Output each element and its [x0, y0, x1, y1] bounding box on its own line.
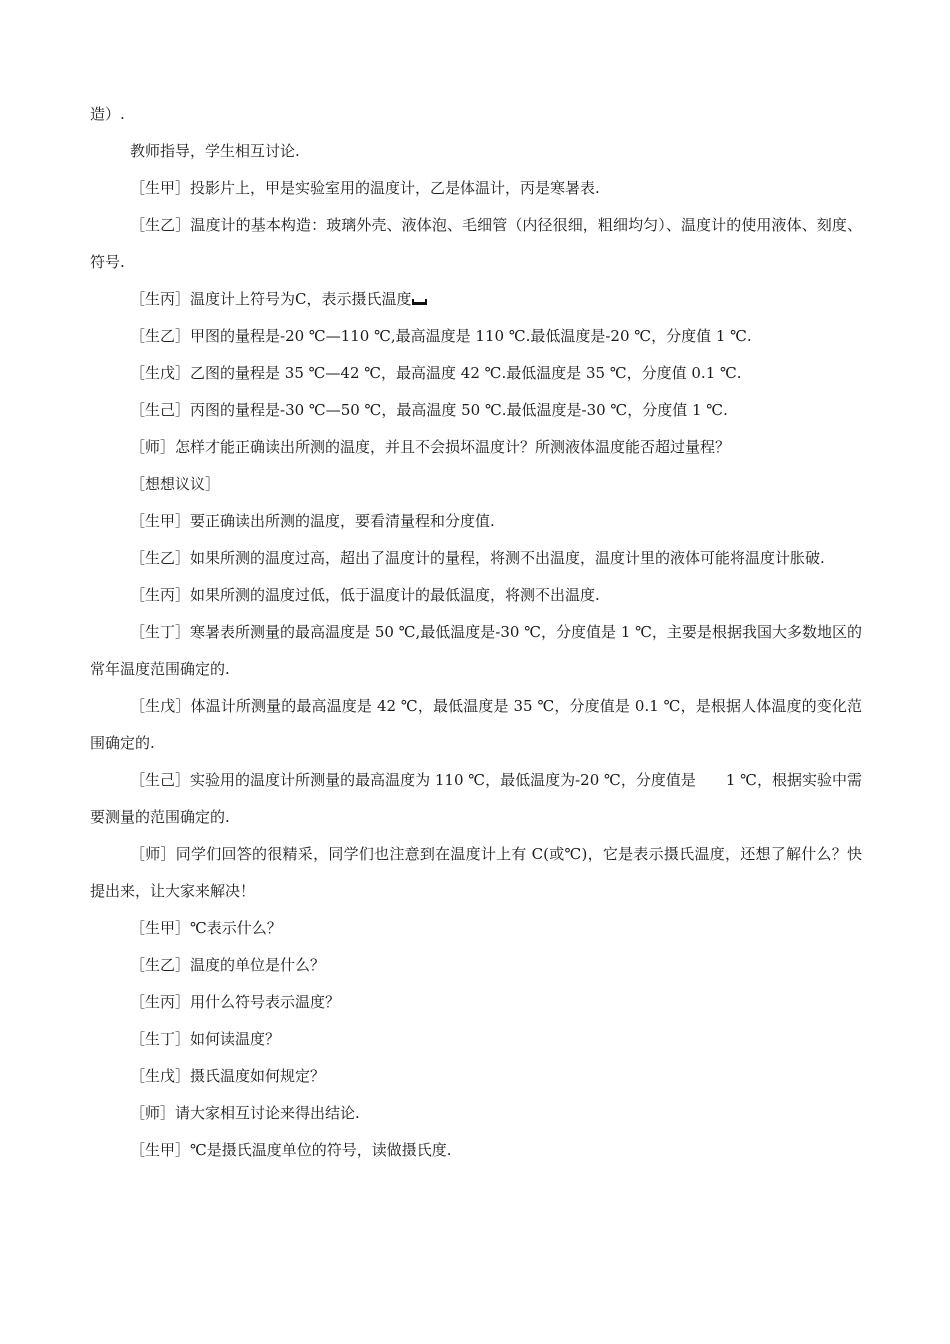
paragraph: ［生戊］体温计所测量的最高温度是 42 ℃，最低温度是 35 ℃，分度值是 0.1 ℃，是根据人体温度的变化范围确定的. [90, 697, 862, 752]
paragraph: ［生甲］℃表示什么？ [130, 919, 282, 937]
paragraph: ［生己］丙图的量程是-30 ℃—50 ℃，最高温度 50 ℃.最低温度是-30 ℃，分度值 1 ℃. [130, 401, 728, 419]
paragraph-text: ［生丙］温度计上符号为C，表示摄氏温度 [130, 290, 412, 308]
paragraph: ［生戊］摄氏温度如何规定？ [130, 1067, 326, 1085]
paragraph: ［想想议议］ [130, 475, 221, 493]
paragraph: 造）. [90, 105, 125, 123]
paragraph: ［生丁］寒暑表所测量的最高温度是 50 ℃,最低温度是-30 ℃，分度值是 1 ℃，主要是根据我国大多数地区的常年温度范围确定的. [90, 623, 862, 678]
text-cursor-icon [412, 299, 427, 305]
paragraph: ［生乙］如果所测的温度过高，超出了温度计的量程，将测不出温度，温度计里的液体可能将温度计胀破. [130, 549, 825, 567]
paragraph: ［生甲］要正确读出所测的温度，要看清量程和分度值. [130, 512, 495, 530]
paragraph: ［生甲］投影片上，甲是实验室用的温度计，乙是体温计，丙是寒暑表. [130, 179, 600, 197]
paragraph: ［生甲］℃是摄氏温度单位的符号，读做摄氏度. [130, 1141, 452, 1159]
paragraph: ［生丙］如果所测的温度过低，低于温度计的最低温度，将测不出温度. [130, 586, 600, 604]
paragraph: ［师］怎样才能正确读出所测的温度，并且不会损坏温度计？所测液体温度能否超过量程？ [130, 438, 731, 456]
paragraph: ［生丁］如何读温度？ [130, 1030, 281, 1048]
paragraph: ［生乙］温度计的基本构造：玻璃外壳、液体泡、毛细管（内径很细，粗细均匀）、温度计的使用液体、刻度、符号. [90, 216, 862, 271]
paragraph: ［师］请大家相互讨论来得出结论. [130, 1104, 360, 1122]
paragraph: ［生丙］用什么符号表示温度？ [130, 993, 341, 1011]
paragraph: ［师］同学们回答的很精采，同学们也注意到在温度计上有 C(或℃)，它是表示摄氏温度，还想了解什么？快提出来，让大家来解决！ [90, 845, 862, 900]
paragraph: ［生乙］温度的单位是什么？ [130, 956, 326, 974]
paragraph [90, 281, 862, 318]
paragraph: 教师指导，学生相互讨论. [130, 142, 300, 160]
paragraph: ［生己］实验用的温度计所测量的最高温度为 110 ℃，最低温度为-20 ℃，分度值是 1 ℃，根据实验中需要测量的范围确定的. [90, 771, 862, 826]
paragraph: ［生乙］甲图的量程是-20 ℃—110 ℃,最高温度是 110 ℃.最低温度是-20 ℃，分度值 1 ℃. [130, 327, 752, 345]
document-body [90, 96, 862, 1169]
paragraph: ［生戊］乙图的量程是 35 ℃—42 ℃，最高温度 42 ℃.最低温度是 35 ℃，分度值 0.1 ℃. [130, 364, 742, 382]
